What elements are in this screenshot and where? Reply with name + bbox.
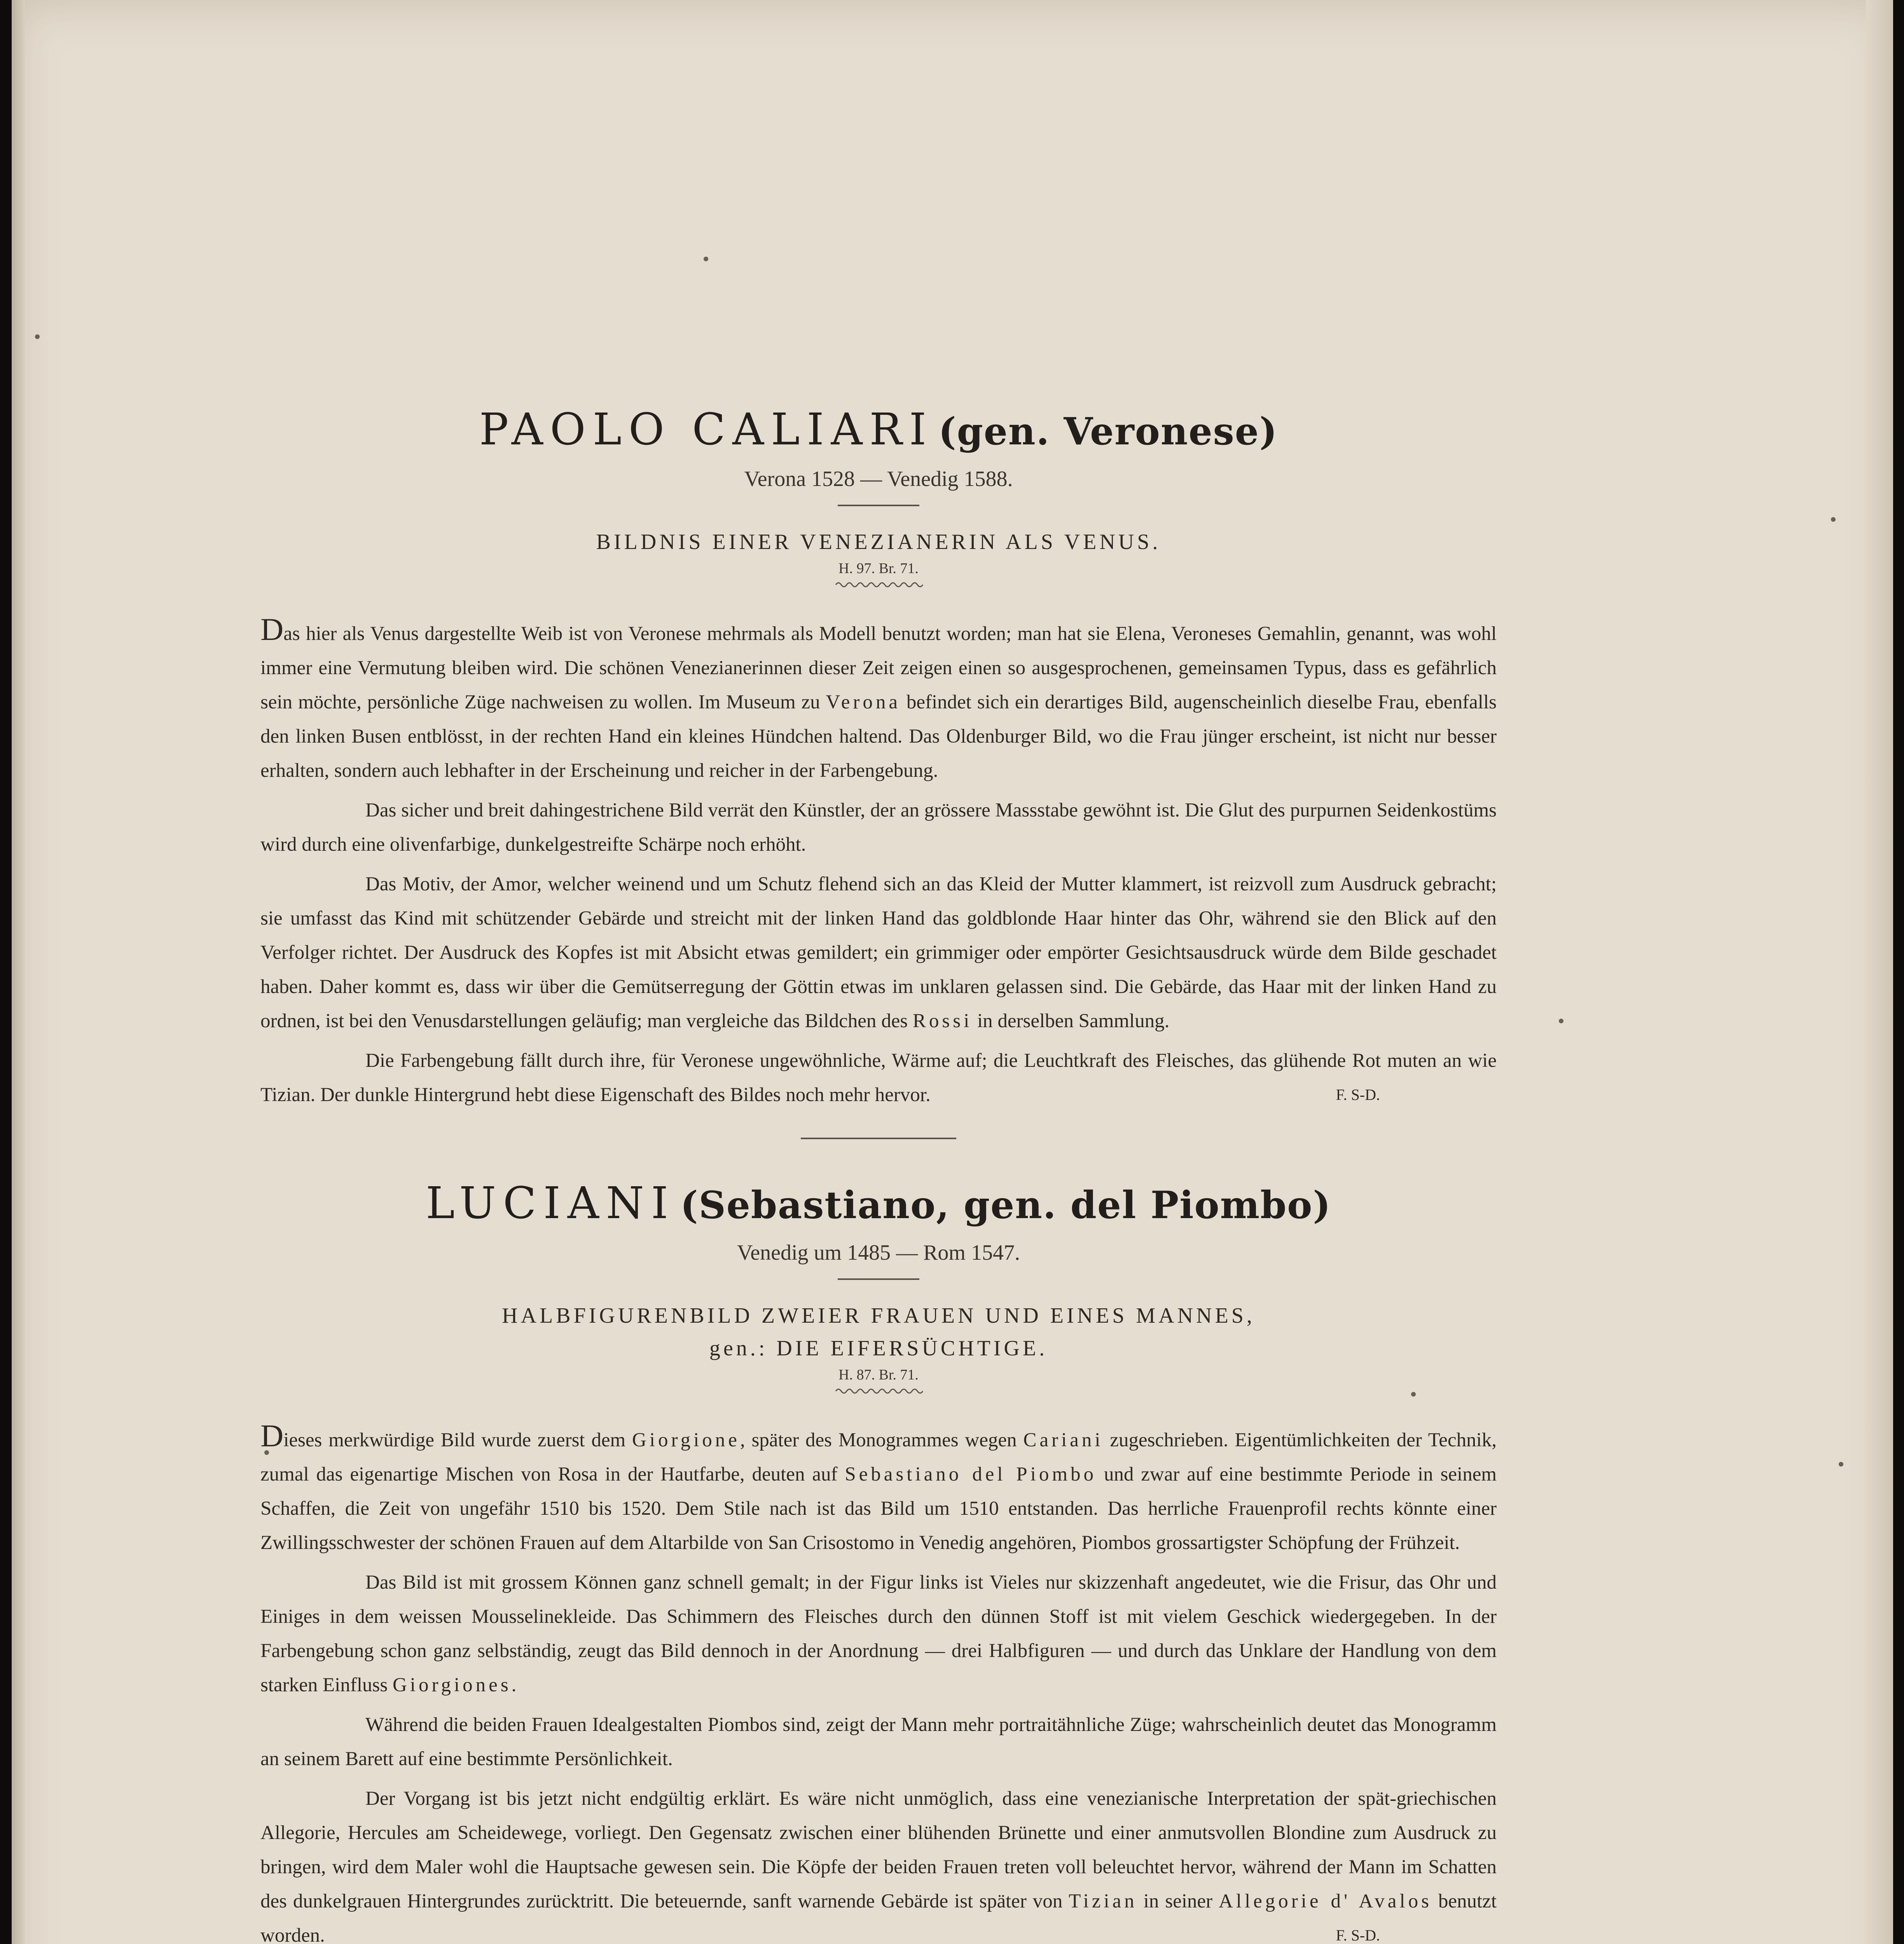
text-run: ieses merkwürdige Bild wurde zuerst dem [283, 1429, 632, 1451]
text-run: Das Bild ist mit grossem Können ganz schnell gemalt; in der Figur links ist Vieles nur skizzenhaft angedeutet, wie die Frisur, das Ohr und Einiges in dem weissen Mousselinekleide. Das Schimmern des Fleisches durch den dünnen Stoff ist mit vielem Geschick wiedergegeben. In der Farbengebung schon ganz selbständig, zeugt das Bild dennoch in der Anordnung — drei Halbfiguren — und durch das Unklare der Handlung von dem starken Einfluss [260, 1572, 1497, 1696]
author-initials: F. S-D. [1336, 1086, 1380, 1103]
body-paragraph [260, 793, 1497, 862]
emphasized-name: Tizian [1069, 1890, 1137, 1912]
title-rule [838, 505, 919, 506]
artist-heading [260, 404, 1497, 455]
text-run: und zwar auf eine bestimmte Periode in seinem Schaffen, die Zeit von ungefähr 1510 bis 1520. Dem Stile nach ist das Bild um 1510 entstanden. Das herrliche Frauenprofil rechts könnte einer Zwillingsschwester der schönen Frauen auf dem Altarbilde von San Crisostomo in Venedig angehören, Piombos grossartigster Schöpfung der Frühzeit. [260, 1463, 1497, 1554]
initial-letter: D [260, 612, 284, 647]
ornament-squiggle [834, 1386, 923, 1395]
body-paragraph [260, 1418, 1497, 1560]
body-paragraph [260, 1781, 1497, 1944]
artist-name: PAOLO CALIARI [479, 404, 934, 455]
entry-body [260, 1418, 1497, 1944]
paper-speck [1831, 517, 1836, 522]
text-column [260, 404, 1497, 1944]
artist-heading [260, 1178, 1497, 1229]
artist-entry [260, 1178, 1497, 1944]
text-run: befindet sich ein derartiges Bild, augenscheinlich dieselbe Frau, ebenfalls den linken Busen entblösst, in der rechten Hand ein kleines Hündchen haltend. Das Oldenburger Bild, wo die Frau jünger erscheint, ist nicht nur besser erhalten, sondern auch lebhafter in der Erscheinung und reicher in der Farbengebung. [260, 691, 1497, 781]
body-paragraph [260, 1565, 1497, 1702]
artist-lifespan: Venedig um 1485 — Rom 1547. [737, 1241, 1020, 1265]
text-run: Das sicher und breit dahingestrichene Bild verrät den Künstler, der an grössere Massstabe gewöhnt ist. Die Glut des purpurnen Seidenkostüms wird durch eine olivenfarbige, dunkelgestreifte Schärpe noch erhöht. [260, 799, 1497, 855]
emphasized-name: Sebastiano del Piombo [845, 1463, 1097, 1485]
text-run: in derselben Sammlung. [972, 1010, 1170, 1032]
text-run: Während die beiden Frauen Idealgestalten Piombos sind, zeigt der Mann mehr portraitähnliche Züge; wahrscheinlich deutet das Monogramm an seinem Barett auf eine bestimmte Persönlichkeit. [260, 1714, 1497, 1770]
entry-body [260, 612, 1497, 1112]
work-title: BILDNIS EINER VENEZIANERIN ALS VENUS. [596, 530, 1161, 554]
artist-alias: (gen. Veronese) [938, 409, 1278, 453]
work-dimensions: H. 87. Br. 71. [838, 1367, 919, 1383]
paper-speck [1839, 1462, 1843, 1467]
book-page [12, 0, 1893, 1944]
body-paragraph [260, 612, 1497, 788]
emphasized-name: Allegorie d' Avalos [1218, 1890, 1432, 1912]
work-title: HALBFIGURENBILD ZWEIER FRAUEN UND EINES MANNES, [502, 1304, 1255, 1328]
title-rule [838, 1278, 919, 1280]
body-paragraph [260, 1044, 1497, 1112]
author-initials: F. S-D. [1336, 1927, 1380, 1944]
work-subtitle: gen.: DIE EIFERSÜCHTIGE. [709, 1336, 1048, 1360]
paper-speck [1559, 1019, 1563, 1023]
text-run: in seiner [1137, 1890, 1219, 1912]
body-paragraph [260, 1708, 1497, 1776]
page-edge [1866, 0, 1893, 1944]
text-run: Die Farbengebung fällt durch ihre, für Veronese ungewöhnliche, Wärme auf; die Leuchtkraft des Fleisches, das glühende Rot muten an wie Tizian. Der dunkle Hintergrund hebt diese Eigenschaft des Bildes noch mehr hervor. [260, 1050, 1497, 1106]
text-run: Der Vorgang ist bis jetzt nicht endgültig erklärt. Es wäre nicht unmöglich, dass eine venezianische Interpretation der spät-griechischen Allegorie, Hercules am Scheidewege, vorliegt. Den Gegensatz zwischen einer blühenden Brünette und einer anmutsvollen Blondine zum Ausdruck zu bringen, wird dem Maler wohl die Hauptsache gewesen sein. Die Köpfe der beiden Frauen treten voll beleuchtet hervor, während der Mann im Schatten des dunkelgrauen Hintergrundes zurücktritt. Die beteuernde, sanft warnende Gebärde ist später von [260, 1788, 1497, 1912]
text-run: as hier als Venus dargestellte Weib ist von Veronese mehrmals als Modell benutzt worden; man hat sie Elena, Veroneses Gemahlin, genannt, was wohl immer eine Vermutung bleiben wird. Die schönen Venezianerinnen dieser Zeit zeigen einen so ausgesprochenen, gemeinsamen Typus, dass es gefährlich sein möchte, persönliche Züge nachweisen zu wollen. Im Museum zu [260, 623, 1497, 713]
artist-entry [260, 404, 1497, 1112]
page-spine [12, 0, 25, 1944]
emphasized-name: Giorgiones [392, 1674, 512, 1696]
emphasized-name: Rossi [912, 1010, 973, 1032]
section-divider [801, 1138, 956, 1139]
text-run: benutzt worden. [260, 1890, 1497, 1944]
body-paragraph [260, 867, 1497, 1038]
emphasized-name: Giorgione [632, 1429, 740, 1451]
artist-name: LUCIANI [426, 1178, 675, 1229]
initial-letter: D [260, 1418, 284, 1453]
work-dimensions: H. 97. Br. 71. [838, 560, 919, 577]
artist-lifespan: Verona 1528 — Venedig 1588. [744, 467, 1013, 491]
text-run: . [511, 1674, 517, 1696]
emphasized-name: Verona [826, 691, 901, 713]
artist-alias: (Sebastiano, gen. del Piombo) [680, 1183, 1331, 1227]
text-run: Das Motiv, der Amor, welcher weinend und um Schutz flehend sich an das Kleid der Mutter klammert, ist reizvoll zum Ausdruck gebracht; sie umfasst das Kind mit schützender Gebärde und streicht mit der linken Hand das goldblonde Haar hinter das Ohr, während sie den Blick auf den Verfolger richtet. Der Ausdruck des Kopfes ist mit Absicht etwas gemildert; ein grimmiger oder empörter Gesichtsausdruck würde dem Bilde geschadet haben. Daher kommt es, dass wir über die Gemütserregung der Göttin etwas im unklaren gelassen sind. Die Gebärde, das Haar mit der linken Hand zu ordnen, ist bei den Venusdarstellungen geläufig; man vergleiche das Bildchen des [260, 873, 1497, 1032]
text-run: , später des Monogrammes wegen [740, 1429, 1024, 1451]
text-run: zugeschrieben. Eigentümlichkeiten der Technik, zumal das eigenartige Mischen von Rosa in der Hautfarbe, deuten auf [260, 1429, 1497, 1485]
emphasized-name: Cariani [1023, 1429, 1104, 1451]
ornament-squiggle [834, 579, 923, 589]
paper-speck [704, 257, 708, 261]
paper-speck [35, 334, 40, 339]
